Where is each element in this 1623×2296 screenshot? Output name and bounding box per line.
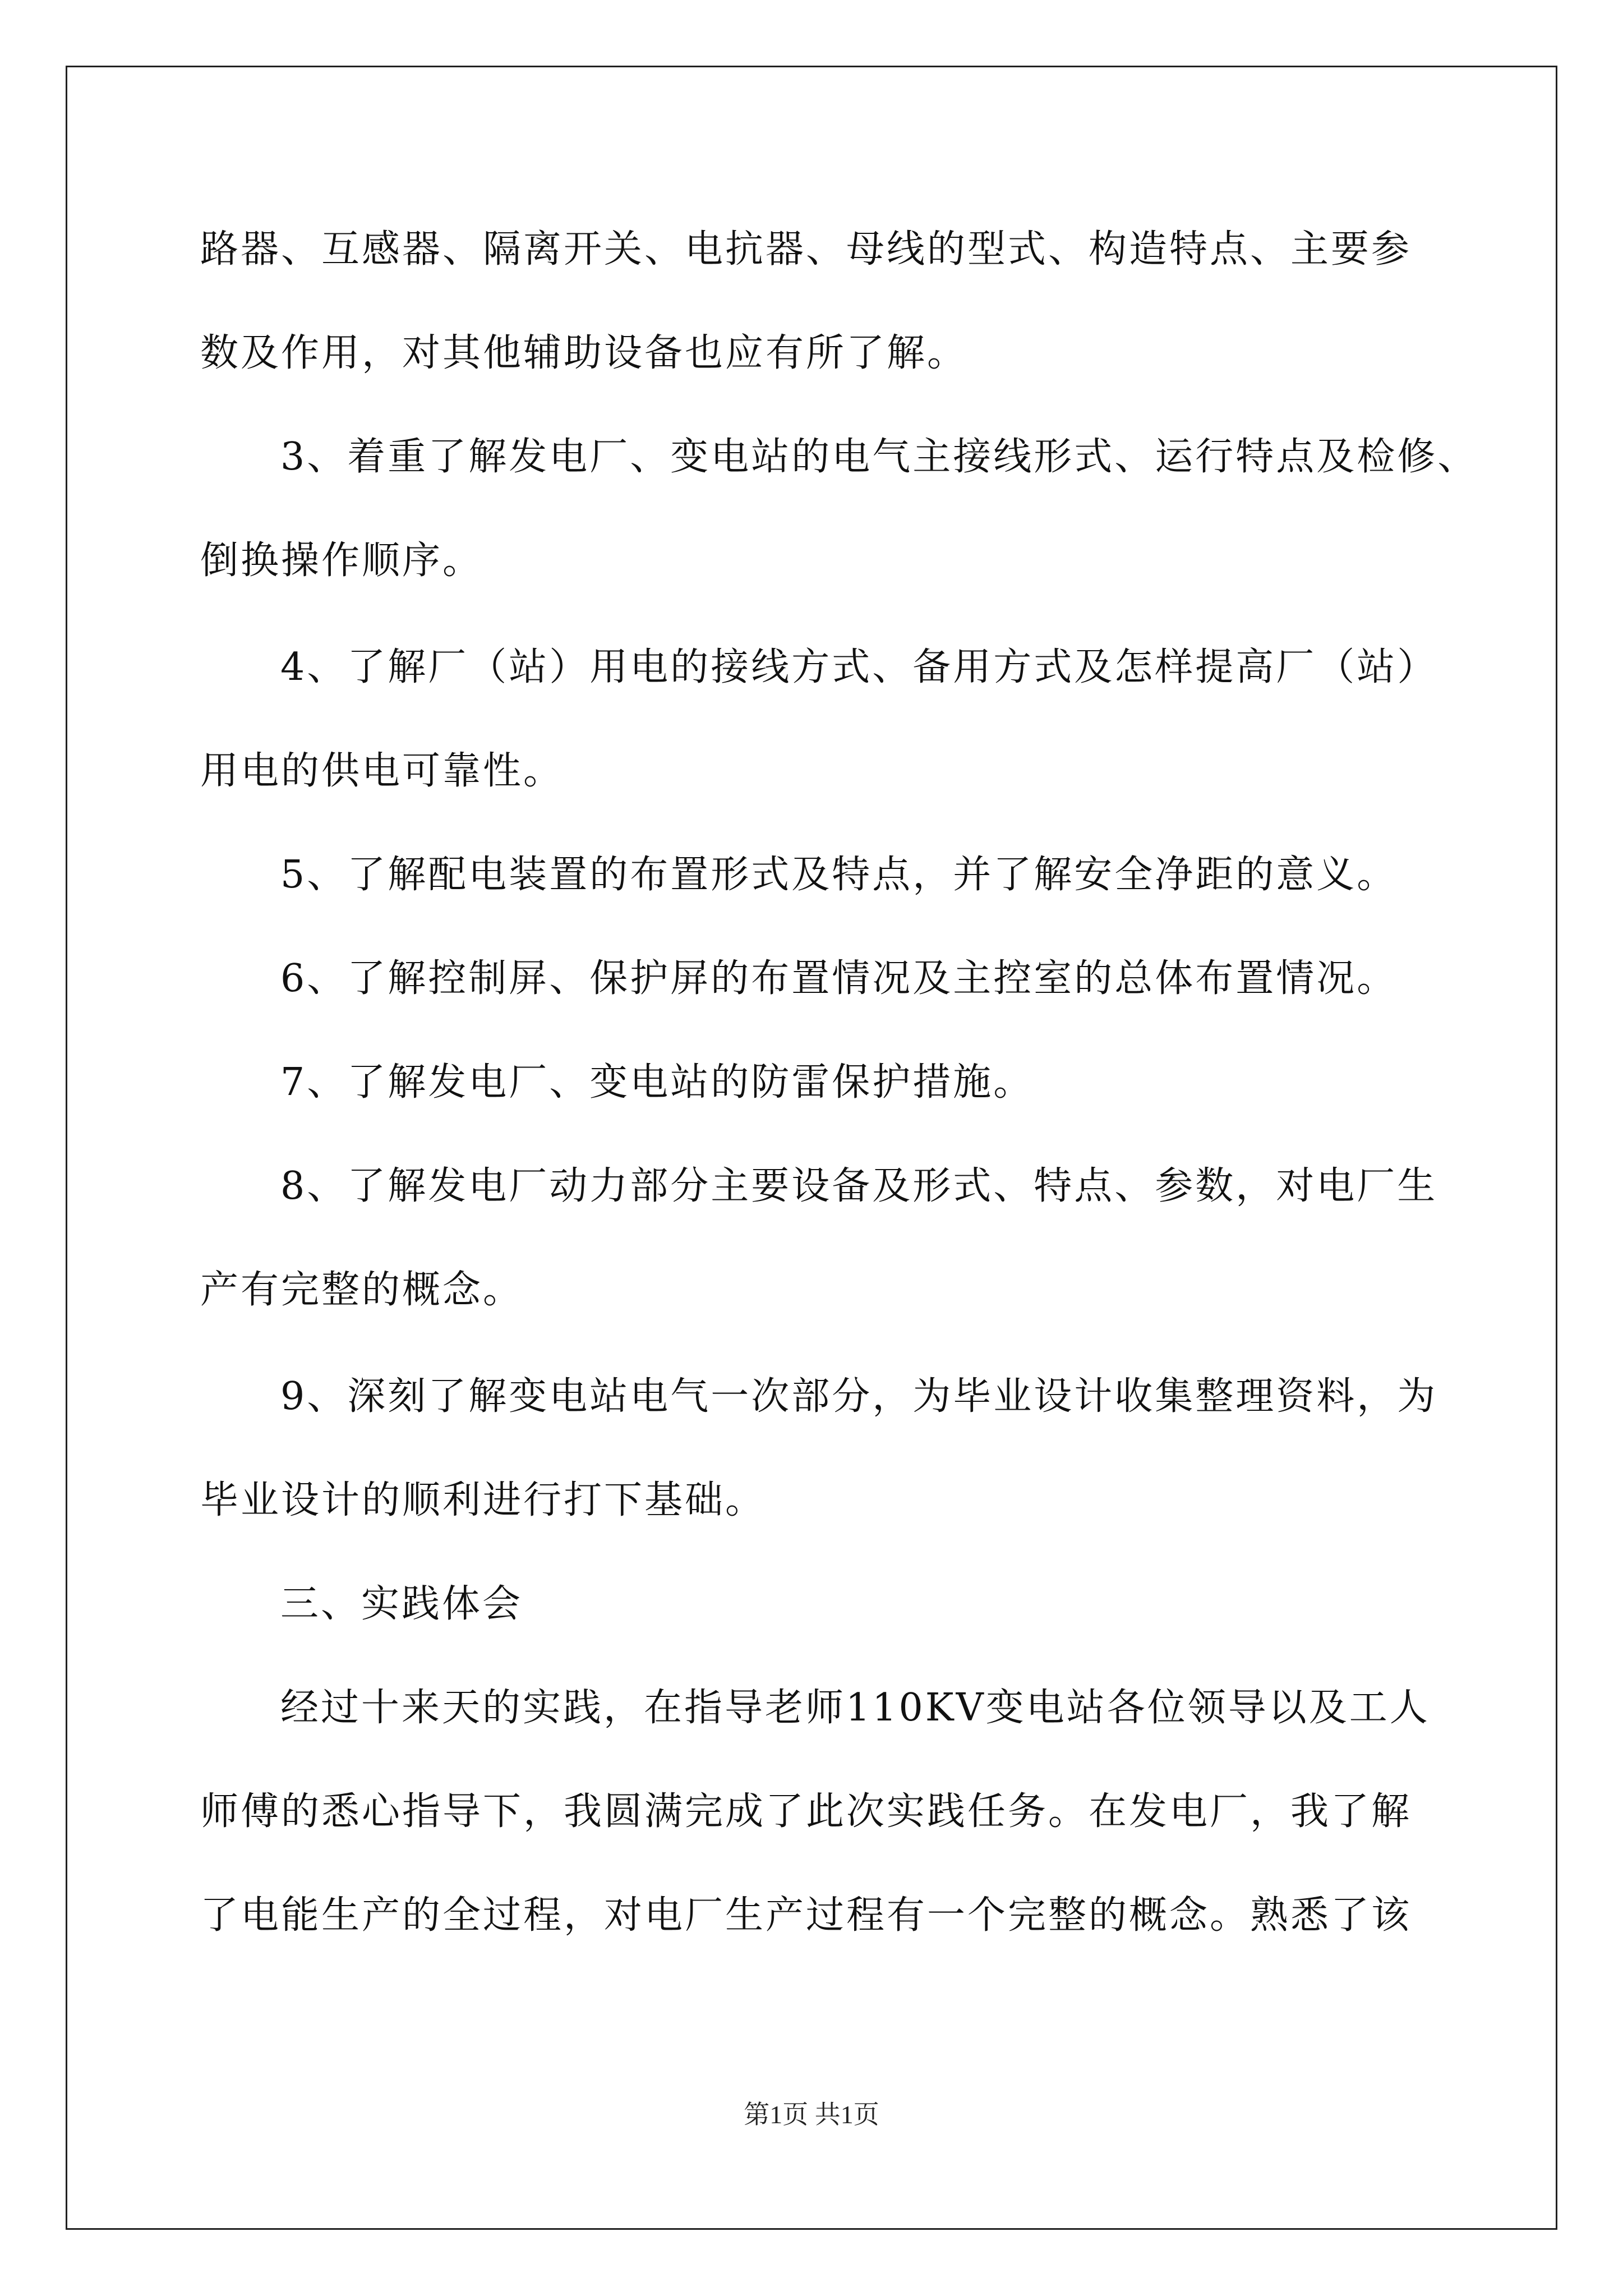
text-line: 倒换操作顺序。 [200, 539, 483, 583]
text-line: 师傅的悉心指导下，我圆满完成了此次实践任务。在发电厂，我了解 [200, 1789, 1412, 1834]
page-number-footer: 第1页 共1页 [744, 2100, 879, 2129]
text-line: 路器、互感器、隔离开关、电抗器、母线的型式、构造特点、主要参 [200, 227, 1412, 272]
text-line: 毕业设计的顺利进行打下基础。 [200, 1478, 766, 1522]
text-line: 6、了解控制屏、保护屏的布置情况及主控室的总体布置情况。 [280, 956, 1398, 1001]
text-line: 经过十来天的实践，在指导老师110KV变电站各位领导以及工人 [280, 1686, 1430, 1730]
text-line: 3、着重了解发电厂、变电站的电气主接线形式、运行特点及检修、 [280, 435, 1478, 479]
text-line: 5、了解配电装置的布置形式及特点，并了解安全净距的意义。 [280, 853, 1398, 897]
text-line: 产有完整的概念。 [200, 1268, 524, 1312]
text-line: 数及作用，对其他辅助设备也应有所了解。 [200, 331, 968, 375]
section-heading: 三、实践体会 [280, 1582, 523, 1626]
text-line: 9、深刻了解变电站电气一次部分，为毕业设计收集整理资料，为 [280, 1374, 1438, 1419]
text-line: 了电能生产的全过程，对电厂生产过程有一个完整的概念。熟悉了该 [200, 1893, 1412, 1938]
text-line: 用电的供电可靠性。 [200, 749, 564, 793]
text-line: 8、了解发电厂动力部分主要设备及形式、特点、参数，对电厂生 [280, 1164, 1438, 1208]
text-line: 7、了解发电厂、变电站的防雷保护措施。 [280, 1060, 1034, 1105]
text-line: 4、了解厂（站）用电的接线方式、备用方式及怎样提高厂（站） [280, 645, 1438, 689]
